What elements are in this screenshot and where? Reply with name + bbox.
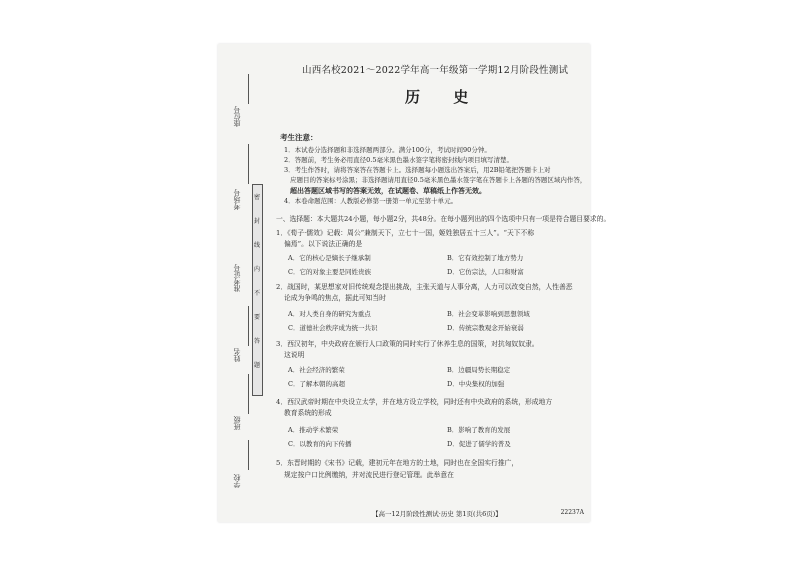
option: C．以教育的向下传播 bbox=[288, 440, 352, 448]
question-stem: 3．西汉初年，中央政府在颁行人口政策的同时实行了休养生息的国策，对抗匈奴奴隶。 bbox=[276, 340, 539, 348]
notes-line: 应题目的答案标号涂黑；非选择题请用直径0.5毫米黑色墨水签字笔在答题卡上各题的答题区域内作答， bbox=[290, 176, 587, 184]
option: B．它有效控制了地方势力 bbox=[447, 254, 524, 262]
binding-label-name: 姓名 bbox=[233, 348, 241, 362]
option: A．社会经济的繁荣 bbox=[288, 366, 345, 374]
question-stem: 教育系统的形成 bbox=[284, 409, 332, 417]
question-stem: 偏焉”。以下说法正确的是 bbox=[284, 240, 363, 248]
seal-char: 密 bbox=[253, 194, 260, 201]
seal-char: 不 bbox=[253, 290, 260, 297]
seal-char: 线 bbox=[253, 242, 260, 249]
option: B．影响了教育的发展 bbox=[447, 426, 511, 434]
notes-line: 3．考生作答时，请将答案答在答题卡上。选择题每小题选出答案后，用2B铅笔把答题卡上对 bbox=[284, 166, 551, 174]
binding-label-class: 班级 bbox=[233, 416, 241, 430]
question-stem: 规定按户口比例缴纳，并对流民进行登记管理。此举意在 bbox=[284, 471, 454, 479]
seal-char: 内 bbox=[253, 266, 260, 273]
option: D．中央集权的加强 bbox=[447, 380, 505, 388]
option: A．它的核心是嫡长子继承制 bbox=[288, 254, 371, 262]
seal-char: 题 bbox=[253, 362, 260, 369]
notes-line: 4．本卷命题范围：人教版必修第一册第一单元至第十单元。 bbox=[284, 197, 458, 205]
question-stem: 4．西汉武帝时期在中央设立太学，并在地方设立学校，同时还有中央政府的系统，形成地方 bbox=[276, 398, 553, 406]
binding-label-room: 考场号 bbox=[233, 189, 241, 210]
question-stem: 论成为争鸣的焦点，据此可知当时 bbox=[284, 294, 386, 302]
seal-char: 要 bbox=[253, 314, 260, 321]
seal-char: 封 bbox=[253, 218, 260, 225]
subject-title: 历 史 bbox=[405, 88, 483, 106]
section-heading: 一、选择题：本大题共24小题，每小题2分，共48分。在每小题列出的四个选项中只有一项是符合题目要求的。 bbox=[276, 215, 611, 223]
option: B．社会变革影响到思想领域 bbox=[447, 310, 530, 318]
option: B．边疆局势长期稳定 bbox=[447, 366, 511, 374]
page-footer: 【高一12月阶段性测试·历史 第1页(共6页)】 bbox=[372, 510, 502, 518]
seal-char: 答 bbox=[253, 338, 260, 345]
question-stem: 这说明 bbox=[284, 351, 305, 359]
binding-line bbox=[248, 374, 249, 414]
option: D．它仿宗法，人口和财富 bbox=[447, 268, 524, 276]
paper-code: 22237A bbox=[560, 509, 584, 516]
notes-line: 1．本试卷分选择题和非选择题两部分。满分100分，考试时间90分钟。 bbox=[284, 146, 491, 154]
binding-label-id: 准考证号 bbox=[233, 264, 241, 292]
exam-content bbox=[272, 44, 611, 522]
option: C．它的对象主要是同姓贵族 bbox=[288, 268, 371, 276]
binding-line bbox=[248, 144, 249, 184]
binding-line bbox=[248, 306, 249, 346]
question-stem: 2．战国时，某思想家对旧传统观念提出挑战，主张天道与人事分离，人力可以改变自然，人性善恶 bbox=[276, 283, 573, 291]
question-stem: 5．东晋时期的《宋书》记载，建初元年在地方的土地，同时也在全国实行推广， bbox=[276, 459, 519, 467]
exam-title: 山西名校2021～2022学年高一年级第一学期12月阶段性测试 bbox=[302, 65, 569, 76]
binding-strip bbox=[218, 44, 262, 522]
notes-line: 超出答题区域书写的答案无效，在试题卷、草稿纸上作答无效。 bbox=[290, 186, 486, 195]
option: D．传统宗教观念开始衰弱 bbox=[447, 324, 524, 332]
option: D．促进了儒学的普及 bbox=[447, 440, 511, 448]
binding-line bbox=[248, 440, 249, 470]
option: A．推动学术繁荣 bbox=[288, 426, 339, 434]
notes-line: 2．答题前，考生务必用直径0.5毫米黑色墨水签字笔将密封线内项目填写清楚。 bbox=[284, 156, 513, 164]
binding-line bbox=[248, 74, 249, 104]
exam-paper bbox=[218, 44, 611, 522]
notes-heading: 考生注意： bbox=[280, 133, 318, 142]
binding-label-seat: 座位号 bbox=[233, 106, 241, 127]
question-stem: 1．《荀子·儒效》记载：周公“兼制天下，立七十一国，姬姓独居五十三人”。“天下不称 bbox=[276, 229, 535, 237]
option: C．道德社会秩序成为统一共识 bbox=[288, 324, 378, 332]
binding-label-school: 学校 bbox=[233, 474, 241, 488]
option: A．对人类自身的研究为重点 bbox=[288, 310, 371, 318]
option: C．了解本朝的高超 bbox=[288, 380, 345, 388]
